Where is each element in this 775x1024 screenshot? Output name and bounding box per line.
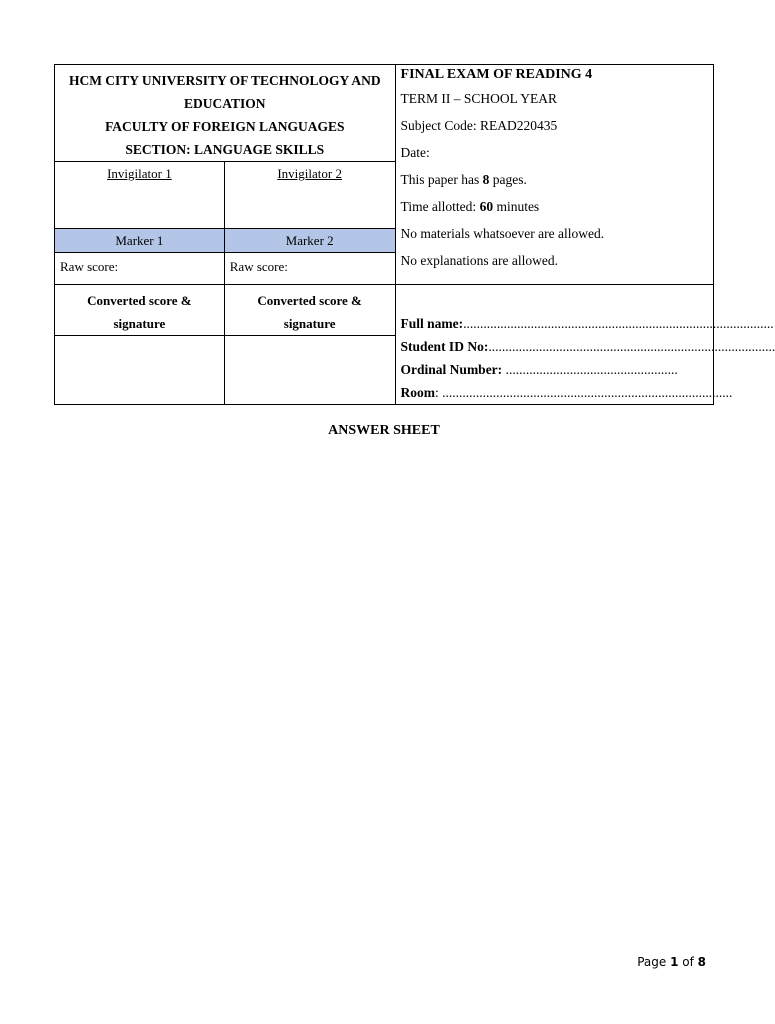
student-id-label: Student ID No:	[400, 339, 489, 354]
invigilator-1-label: Invigilator 1	[107, 166, 172, 181]
answer-sheet-title: ANSWER SHEET	[328, 423, 440, 438]
page-count-suffix: pages.	[489, 172, 527, 187]
invigilator-2-cell	[224, 162, 395, 229]
page-number	[637, 955, 706, 969]
room-label: Room	[400, 385, 436, 400]
time-allotted-line	[401, 193, 713, 220]
converted-score-1-box[interactable]	[55, 336, 225, 405]
student-id-dots: .....................................................................................	[488, 339, 775, 354]
time-allotted-prefix: Time allotted:	[400, 199, 480, 214]
raw-score-1: Raw score:	[55, 253, 225, 285]
ordinal-number-label: Ordinal Number:	[400, 362, 503, 377]
page-count-prefix: This paper has	[400, 172, 483, 187]
converted-score-1-label	[55, 285, 225, 336]
raw-score-2: Raw score:	[224, 253, 395, 285]
converted-score-2-line2: signature	[283, 316, 336, 331]
marker-1-label: Marker 1	[55, 229, 225, 253]
full-name-field[interactable]	[400, 312, 774, 335]
ordinal-number-dots: ...................................................	[502, 362, 678, 377]
converted-score-2-box[interactable]	[224, 336, 395, 405]
ordinal-number-field[interactable]	[401, 358, 713, 381]
converted-score-2-line1: Converted score &	[257, 293, 362, 308]
invigilator-2-label: Invigilator 2	[277, 166, 342, 181]
student-id-field[interactable]	[400, 335, 775, 358]
current-page: 1	[670, 955, 679, 969]
converted-score-2-label	[224, 285, 395, 336]
of-word: of	[678, 955, 698, 969]
converted-score-1-line1: Converted score &	[87, 293, 192, 308]
time-allotted-suffix: minutes	[493, 199, 540, 214]
converted-score-1-line2: signature	[113, 316, 166, 331]
university-header	[55, 65, 396, 162]
invigilator-1-cell	[55, 162, 225, 229]
total-pages: 8	[697, 955, 706, 969]
page-word: Page	[637, 955, 671, 969]
university-name-line2: EDUCATION	[184, 96, 266, 111]
university-name-line1: HCM CITY UNIVERSITY OF TECHNOLOGY AND	[68, 73, 381, 88]
room-field[interactable]	[400, 381, 733, 404]
page-count-value: 8	[482, 172, 490, 187]
exam-date: Date:	[400, 145, 430, 160]
exam-title: FINAL EXAM OF READING 4	[400, 67, 593, 82]
student-fields	[395, 285, 775, 405]
section-name: SECTION: LANGUAGE SKILLS	[125, 142, 325, 157]
full-name-dots: ............................................................................................	[463, 316, 774, 331]
rule-no-materials: No materials whatsoever are allowed.	[400, 226, 605, 241]
rule-no-explanations: No explanations are allowed.	[400, 253, 558, 268]
marker-2-label: Marker 2	[224, 229, 395, 253]
exam-info	[395, 65, 713, 285]
exam-header-table	[54, 64, 775, 405]
room-dots: : ......................................................................................	[435, 385, 733, 400]
faculty-name: FACULTY OF FOREIGN LANGUAGES	[105, 119, 345, 134]
time-allotted-value: 60	[479, 199, 494, 214]
exam-term: TERM II – SCHOOL YEAR	[400, 91, 558, 106]
subject-code: Subject Code: READ220435	[400, 118, 558, 133]
full-name-label: Full name:	[400, 316, 464, 331]
page-count-line	[401, 166, 713, 193]
